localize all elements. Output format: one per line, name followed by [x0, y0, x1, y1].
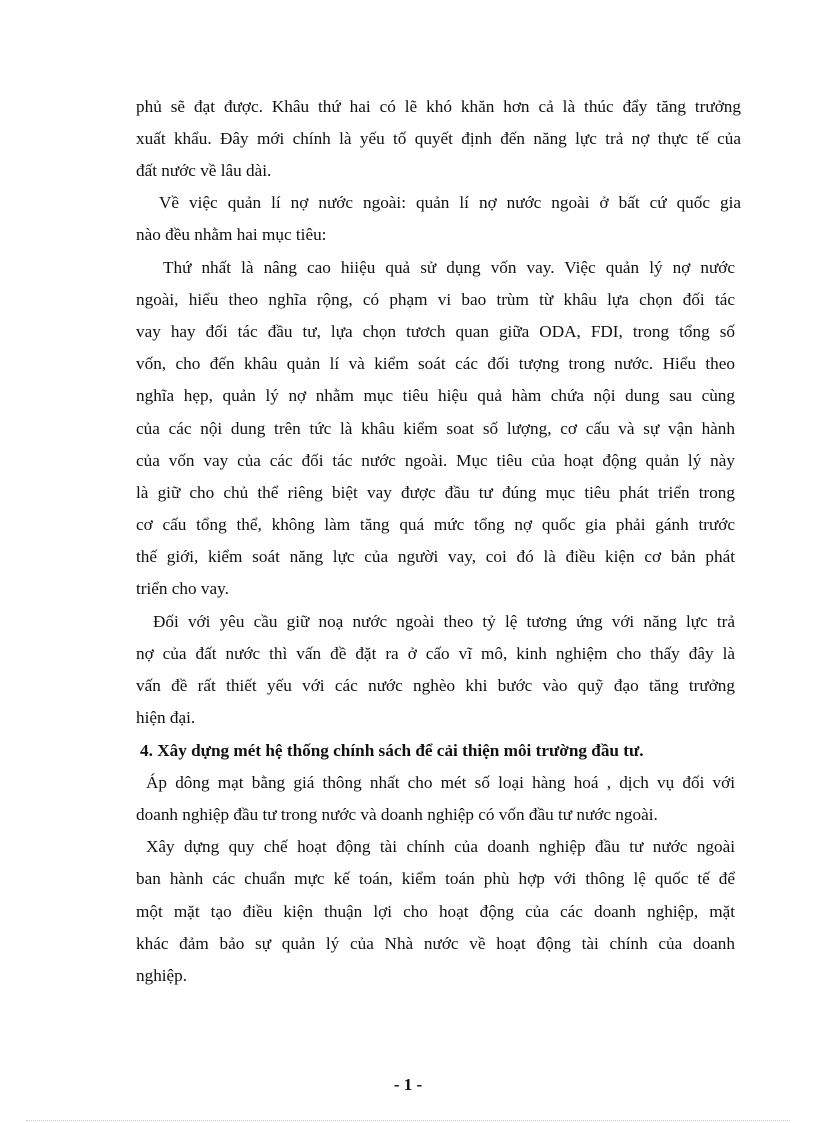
text-line: nghĩa hẹp, quản lý nợ nhằm mục tiêu hiệu quả hàm chứa nội dung sau cùng — [136, 386, 735, 405]
text-line: nợ của đất nước thì vấn đề đặt ra ở cấo vĩ mô, kinh nghiệm cho thấy đây là — [136, 644, 735, 663]
text-line: ban hành các chuẩn mực kế toán, kiểm toán phù hợp với thông lệ quốc tế để — [136, 869, 735, 888]
text-line: của vốn vay của các đối tác nước ngoài. Mục tiêu của hoạt động quản lý này — [136, 451, 735, 470]
text-line: của các nội dung trên tức là khâu kiểm soat số lượng, cơ cấu và sự vận hành — [136, 419, 735, 438]
text-line: vốn, cho đến khâu quản lí và kiểm soát các đối tượng trong nước. Hiểu theo — [136, 354, 735, 373]
text-line: Áp dông mạt bằng giá thông nhất cho mét số loại hàng hoá , dịch vụ đối với — [146, 773, 735, 792]
text-line: đất nước về lâu dài. — [136, 161, 272, 180]
text-line: Thứ nhất là nâng cao hiiệu quả sử dụng vốn vay. Việc quản lý nợ nước — [163, 258, 735, 277]
text-line: Đối với yêu cầu giữ noạ nước ngoài theo tỷ lệ tương ứng với năng lực trả — [153, 612, 735, 631]
text-line: vay hay đối tác đầu tư, lựa chọn tươch quan giữa ODA, FDI, trong tổng số — [136, 322, 735, 341]
page-bottom-divider — [26, 1120, 790, 1121]
text-line: là giữ cho chủ thể riêng biệt vay được đầu tư đúng mục tiêu phát triển trong — [136, 483, 735, 502]
text-line: hiện đại. — [136, 708, 196, 727]
page-number: - 1 - — [393, 1075, 423, 1094]
text-line: phủ sẽ đạt được. Khâu thứ hai có lẽ khó khăn hơn cả là thúc đẩy tăng trưởng — [136, 97, 741, 116]
text-line: thế giới, kiểm soát năng lực của người vay, coi đó là điều kiện cơ bản phát — [136, 547, 735, 566]
text-line: Về việc quản lí nợ nước ngoài: quản lí nợ nước ngoài ở bất cứ quốc gia — [159, 193, 741, 212]
text-line: doanh nghiệp đầu tư trong nước và doanh nghiệp có vốn đầu tư nước ngoài. — [136, 805, 658, 824]
text-line: xuất khẩu. Đây mới chính là yếu tố quyết định đến năng lực trả nợ thực tế của — [136, 129, 741, 148]
text-line: một mặt tạo điều kiện thuận lợi cho hoạt động của các doanh nghiệp, mặt — [136, 902, 735, 921]
section-heading: 4. Xây dựng mét hệ thống chính sách để cải thiện môi trường đầu tư. — [140, 741, 644, 760]
text-line: ngoài, hiểu theo nghĩa rộng, có phạm vi bao trùm từ khâu lựa chọn đối tác — [136, 290, 735, 309]
text-line: triển cho vay. — [136, 579, 229, 598]
text-line: nào đều nhằm hai mục tiêu: — [136, 225, 327, 244]
text-line: khác đảm bảo sự quản lý của Nhà nước về hoạt động tài chính của doanh — [136, 934, 735, 953]
text-line: vấn đề rất thiết yếu với các nước nghèo khi bước vào quỹ đạo tăng trưởng — [136, 676, 735, 695]
text-line: cơ cấu tổng thể, không làm tăng quá mức tổng nợ quốc gia phải gánh trước — [136, 515, 735, 534]
text-line: Xây dựng quy chế hoạt động tài chính của doanh nghiệp đầu tư nước ngoài — [146, 837, 735, 856]
text-line: nghiệp. — [136, 966, 188, 985]
